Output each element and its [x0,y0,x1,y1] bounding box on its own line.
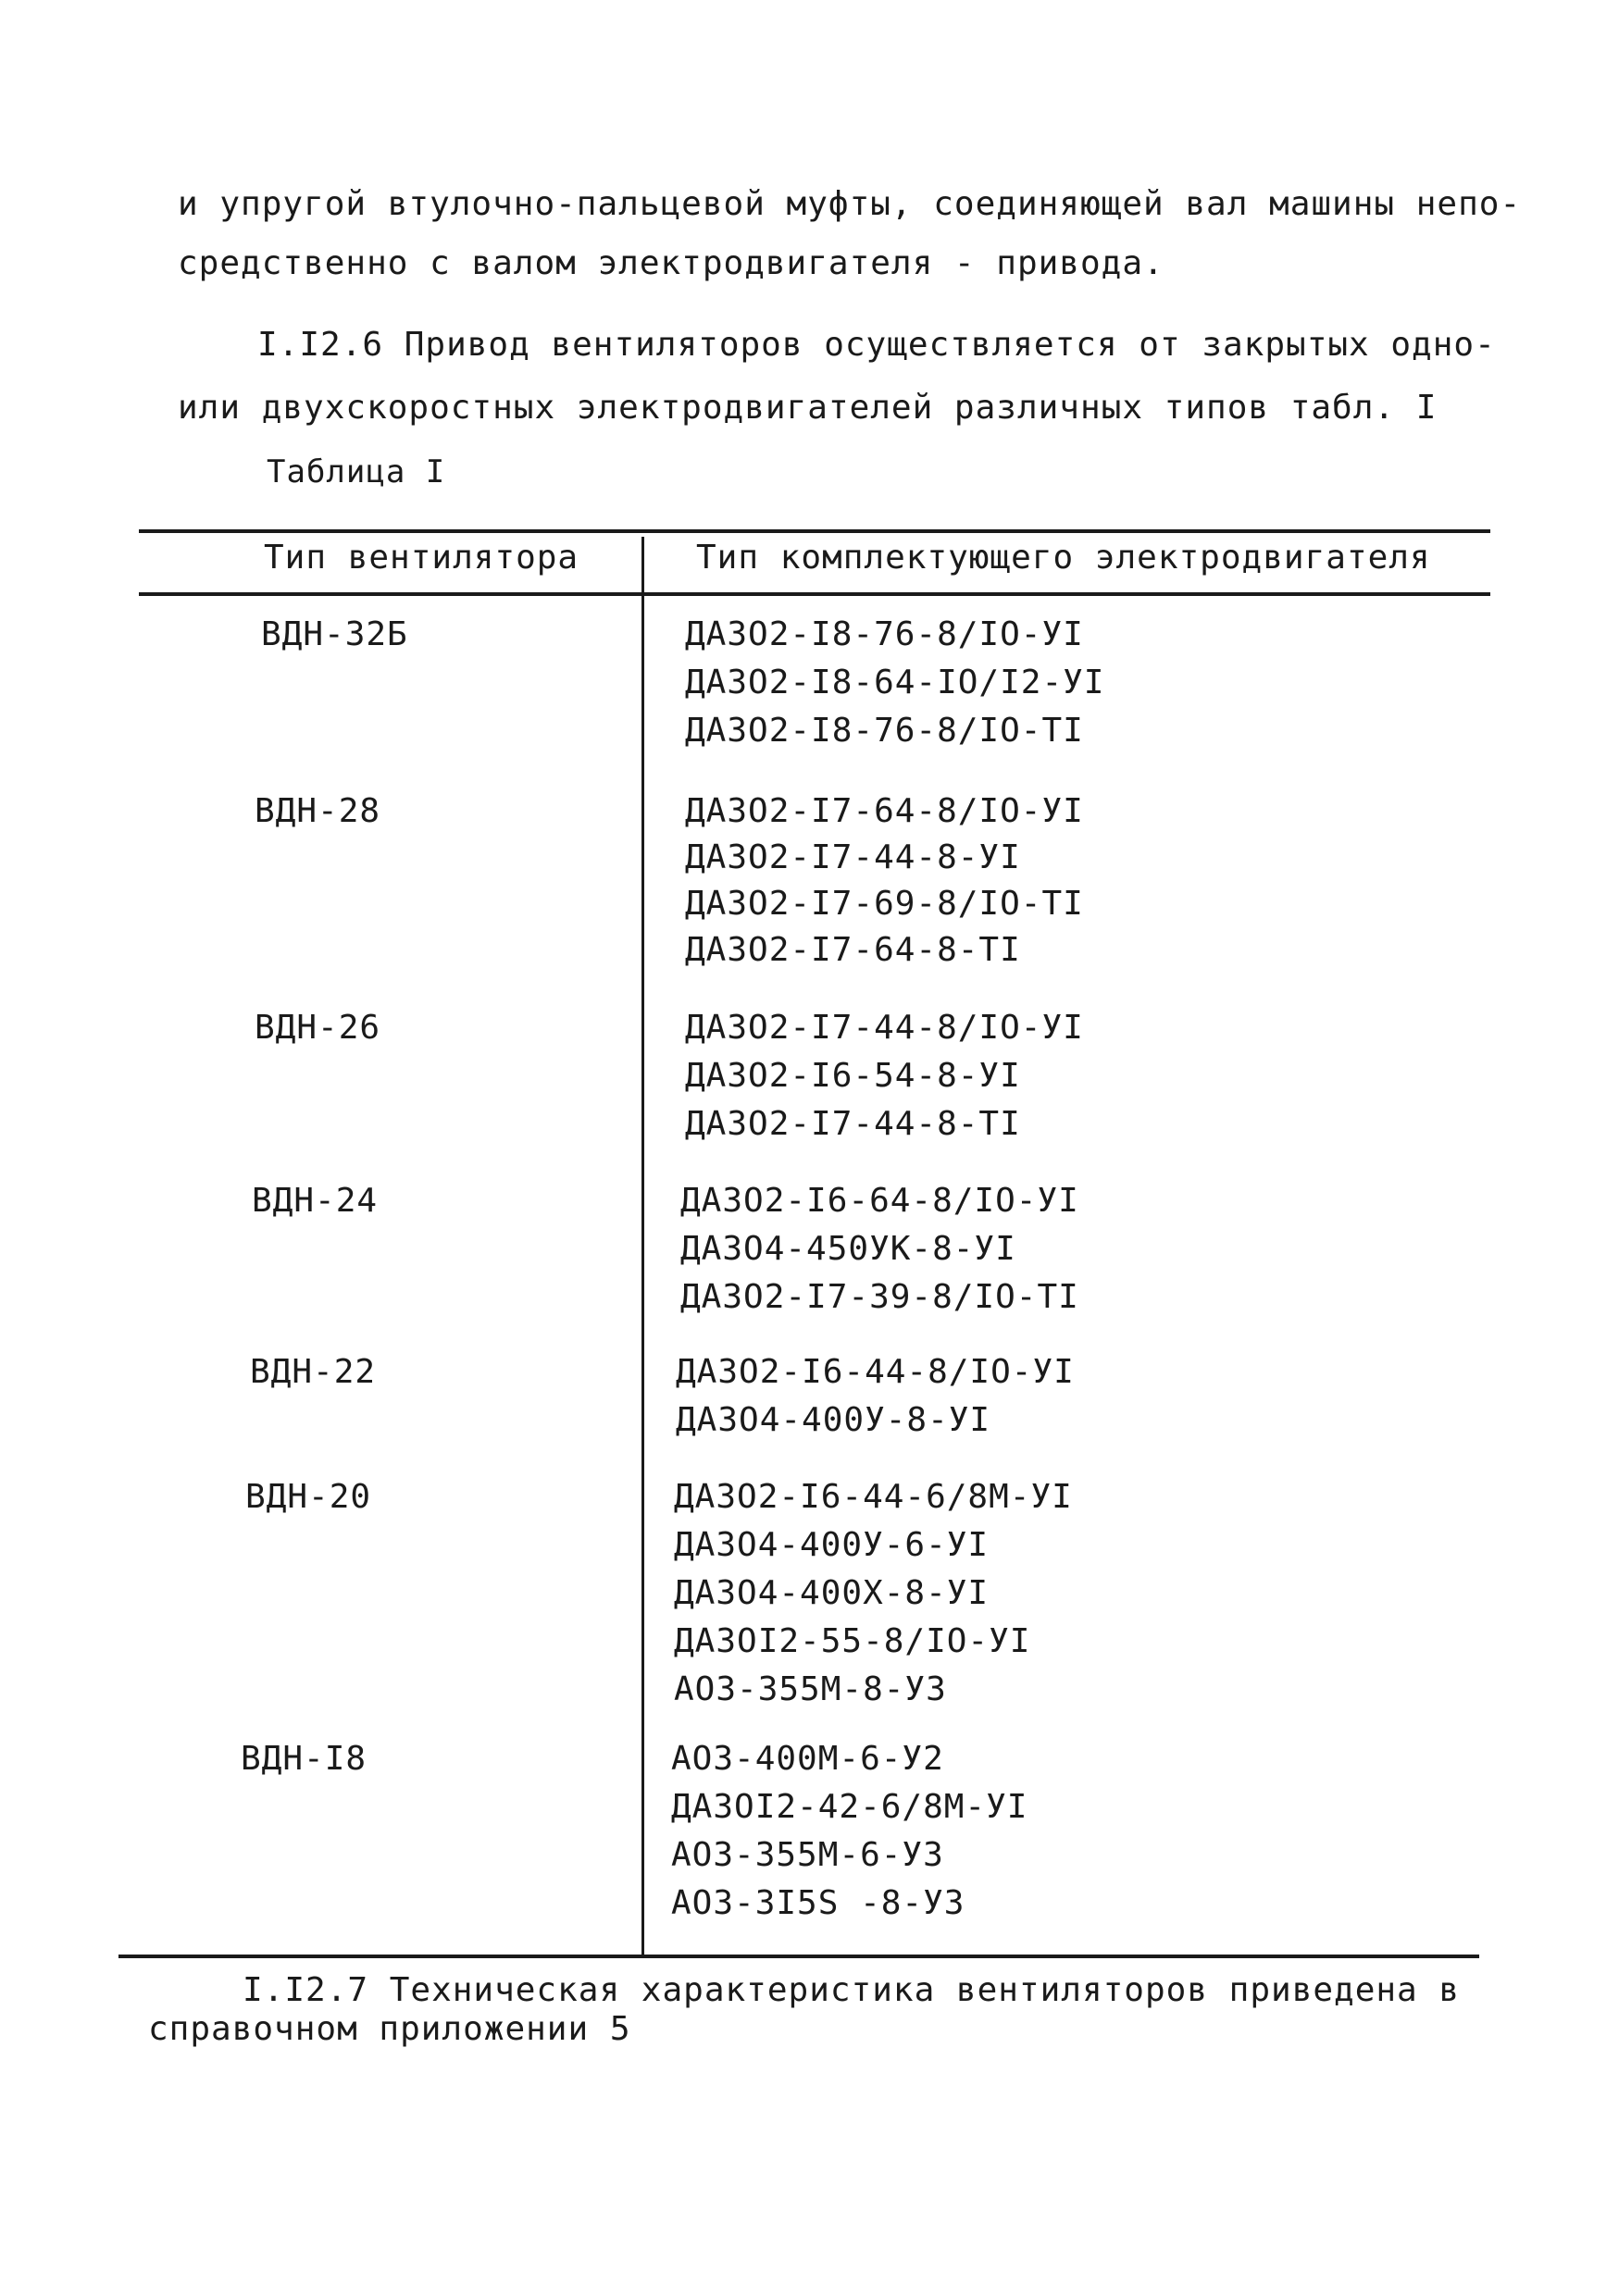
motor-type-cell: ДАЗО2-I6-44-8/IO-УI [676,1353,1075,1391]
motor-type-cell: ДАЗО2-I7-44-8-УI [685,838,1021,876]
section-1-12-6-line-1: I.I2.6 Привод вентиляторов осуществляется от закрытых одно- [257,326,1496,364]
motor-type-cell: ДАЗОI2-42-6/8М-УI [671,1788,1028,1826]
motor-type-cell: ДАЗО2-I7-44-8-TI [685,1105,1021,1143]
motor-type-cell: ДАЗО2-I7-69-8/IO-TI [685,885,1084,923]
table-top-rule [139,529,1490,533]
motor-type-cell: ДАЗО2-I6-44-6/8М-УI [674,1478,1073,1516]
motor-type-cell: ДАЗО2-I8-76-8/IO-TI [685,712,1084,750]
motor-type-cell: АОЗ-355М-8-УЗ [674,1670,947,1708]
motor-type-cell: ДАЗО4-450УК-8-УI [680,1230,1016,1268]
fan-type-cell: ВДН-28 [255,792,381,830]
header-motor-type: Тип комплектующего электродвигателя [696,539,1431,577]
motor-type-cell: ДАЗО2-I6-64-8/IO-УI [680,1182,1079,1220]
fan-type-cell: ВДН-32Б [261,615,408,653]
fan-type-cell: ВДН-22 [250,1353,377,1391]
intro-line-1: и упругой втулочно-пальцевой муфты, соединяющей вал машины непо- [178,185,1522,223]
motor-type-cell: АОЗ-3I5S -8-УЗ [671,1884,965,1922]
motor-type-cell: ДАЗО2-I6-54-8-УI [685,1057,1021,1095]
motor-type-cell: ДАЗО4-400Х-8-УI [674,1574,990,1612]
motor-type-cell: АОЗ-400М-6-У2 [671,1740,944,1778]
fan-type-cell: ВДН-20 [245,1478,372,1516]
table-bottom-rule [118,1955,1479,1958]
table-caption: Таблица I [267,453,446,490]
motor-type-cell: ДАЗО2-I7-44-8/IO-УI [685,1009,1084,1047]
motor-type-cell: ДАЗО2-I8-76-8/IO-УI [685,615,1084,653]
motor-type-cell: ДАЗО2-I7-39-8/IO-TI [680,1278,1079,1316]
motor-type-cell: ДАЗО4-400У-8-УI [676,1401,991,1439]
motor-type-cell: ДАЗО2-I7-64-8-TI [685,931,1021,969]
header-fan-type: Тип вентилятора [264,539,579,577]
motor-type-cell: ДАЗО2-I7-64-8/IO-УI [685,792,1084,830]
motor-type-cell: ДАЗОI2-55-8/IO-УI [674,1622,1031,1660]
section-1-12-7-line-2: справочном приложении 5 [148,2010,631,2048]
fan-type-cell: ВДН-24 [252,1182,379,1220]
table-column-divider [641,537,644,1957]
motor-type-cell: ДАЗО4-400У-6-УI [674,1526,990,1564]
fan-type-cell: ВДН-I8 [241,1740,367,1778]
section-1-12-7-line-1: I.I2.7 Техническая характеристика вентиляторов приведена в [243,1971,1461,2009]
fan-type-cell: ВДН-26 [255,1009,381,1047]
motor-type-cell: АОЗ-355М-6-УЗ [671,1836,944,1874]
section-1-12-6-line-2: или двухскоростных электродвигателей различных типов табл. I [178,389,1438,427]
motor-type-cell: ДАЗО2-I8-64-IO/I2-УI [685,664,1105,701]
table-header-rule [139,592,1490,596]
intro-line-2: средственно с валом электродвигателя - привода. [178,244,1164,282]
